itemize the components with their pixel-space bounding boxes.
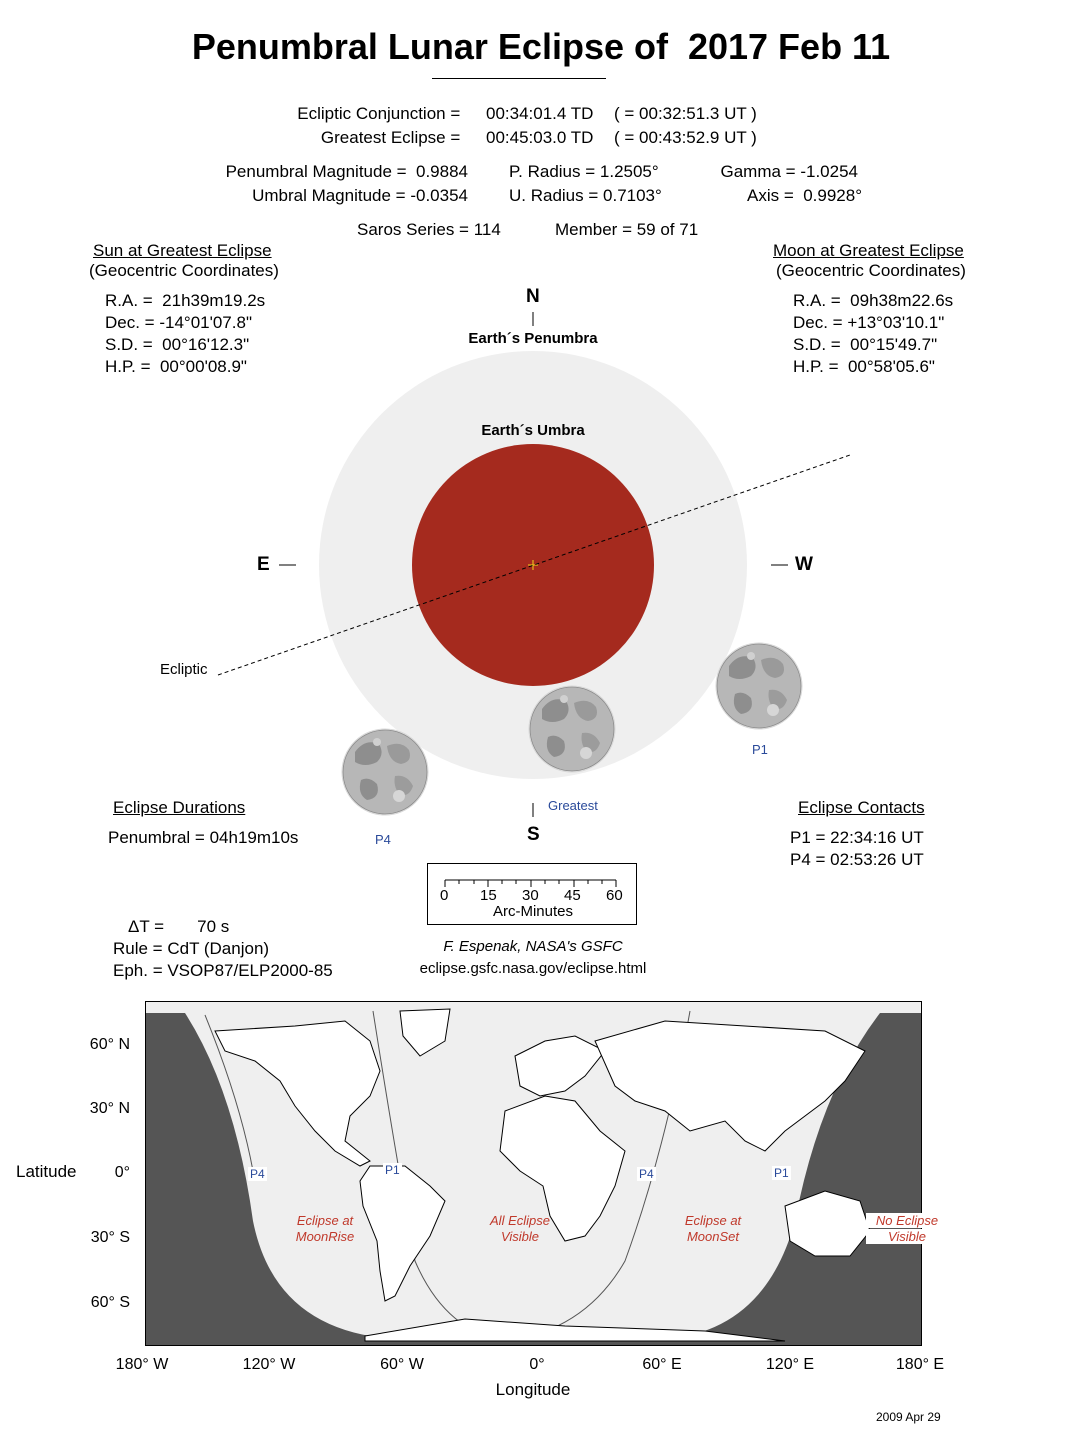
scale-box	[427, 863, 637, 925]
map-no-eclipse-line2: Visible	[866, 1229, 948, 1244]
moon-greatest	[529, 686, 615, 772]
penumbra-radius: P. Radius = 1.2505°	[509, 162, 659, 181]
map-all-visible-line1: All Eclipse	[490, 1213, 550, 1228]
sun-ra: R.A. = 21h39m19.2s	[105, 291, 266, 310]
map-moonset-line1: Eclipse at	[684, 1213, 742, 1228]
lon-tick-180w: 180° W	[115, 1356, 169, 1373]
scale-tick-45: 45	[564, 887, 581, 904]
credit-author: F. Espenak, NASA's GSFC	[443, 938, 623, 955]
delta-t: ΔT = 70 s	[128, 917, 230, 936]
lon-tick-120e: 120° E	[765, 1356, 815, 1373]
umbral-magnitude: Umbral Magnitude = -0.0354	[252, 186, 468, 205]
conjunction-td: 00:34:01.4 TD	[486, 104, 594, 123]
south-label: S	[527, 824, 540, 845]
lat-tick-60s: 60° S	[90, 1294, 130, 1311]
scale-tick-60: 60	[606, 887, 623, 904]
contact-p1: P1 = 22:34:16 UT	[790, 828, 924, 847]
moon-dec: Dec. = +13°03'10.1"	[793, 313, 945, 332]
conjunction-ut: ( = 00:32:51.3 UT )	[614, 104, 757, 123]
contact-p4: P4 = 02:53:26 UT	[790, 850, 924, 869]
moon-p1	[716, 643, 802, 729]
scale-tick-30: 30	[522, 887, 539, 904]
lat-tick-30s: 30° S	[90, 1229, 130, 1246]
penumbral-duration: Penumbral = 04h19m10s	[108, 828, 299, 847]
moon-ra: R.A. = 09h38m22.6s	[793, 291, 954, 310]
map-p1-right: P1	[774, 1166, 789, 1180]
ephemeris: Eph. = VSOP87/ELP2000-85	[113, 961, 333, 980]
p1-moon-label: P1	[752, 742, 768, 757]
penumbral-magnitude: Penumbral Magnitude = 0.9884	[225, 162, 468, 181]
lat-tick-0: 0°	[114, 1164, 130, 1181]
sun-sd: S.D. = 00°16'12.3"	[105, 335, 250, 354]
map-moonrise-line2: MoonRise	[295, 1229, 355, 1244]
credit-url: eclipse.gsfc.nasa.gov/eclipse.html	[419, 960, 647, 977]
p4-moon-label: P4	[375, 832, 391, 847]
sun-hp: H.P. = 00°00'08.9"	[105, 357, 247, 376]
moon-subheading: (Geocentric Coordinates)	[776, 261, 966, 280]
umbra-label: Earth´s Umbra	[481, 422, 585, 439]
scale-label: Arc-Minutes	[492, 903, 574, 920]
umbra-radius: U. Radius = 0.7103°	[509, 186, 662, 205]
durations-heading: Eclipse Durations	[113, 798, 246, 817]
moon-sd: S.D. = 00°15'49.7"	[793, 335, 938, 354]
map-moonset-line2: MoonSet	[686, 1229, 740, 1244]
lon-tick-120w: 120° W	[242, 1356, 296, 1373]
page-title: Penumbral Lunar Eclipse of 2017 Feb 11	[191, 26, 891, 67]
map-p4-right: P4	[639, 1167, 654, 1181]
moon-hp: H.P. = 00°58'05.6"	[793, 357, 935, 376]
lon-tick-180e: 180° E	[895, 1356, 945, 1373]
footer-date: 2009 Apr 29	[876, 1410, 941, 1424]
scale-tick-15: 15	[480, 887, 497, 904]
axis-value: Axis = 0.9928°	[746, 186, 862, 205]
lat-tick-60n: 60° N	[89, 1036, 130, 1053]
conjunction-label: Ecliptic Conjunction =	[297, 104, 465, 123]
saros-series: Saros Series = 114	[357, 220, 501, 239]
rule: Rule = CdT (Danjon)	[113, 939, 270, 958]
lon-tick-60w: 60° W	[380, 1356, 424, 1373]
scale-tick-0: 0	[440, 887, 449, 904]
greatest-moon-label: Greatest	[548, 798, 598, 813]
greatest-eclipse-label: Greatest Eclipse =	[320, 128, 465, 147]
map-p4-left: P4	[250, 1167, 265, 1181]
penumbra-label: Earth´s Penumbra	[468, 330, 598, 347]
map-no-eclipse-line1: No Eclipse	[866, 1213, 948, 1228]
longitude-title: Longitude	[495, 1380, 571, 1399]
greatest-eclipse-td: 00:45:03.0 TD	[486, 128, 594, 147]
greatest-eclipse-ut: ( = 00:43:52.9 UT )	[614, 128, 757, 147]
lon-tick-0: 0°	[529, 1356, 545, 1373]
north-label: N	[526, 286, 540, 307]
west-label: W	[795, 554, 813, 575]
gamma-value: Gamma = -1.0254	[720, 162, 858, 181]
saros-member: Member = 59 of 71	[555, 220, 699, 239]
map-all-visible-line2: Visible	[500, 1229, 540, 1244]
map-moonrise-line1: Eclipse at	[296, 1213, 354, 1228]
sun-dec: Dec. = -14°01'07.8"	[105, 313, 252, 332]
contacts-heading: Eclipse Contacts	[798, 798, 925, 817]
moon-p4	[342, 729, 428, 815]
moon-heading: Moon at Greatest Eclipse	[773, 241, 964, 260]
lat-tick-30n: 30° N	[89, 1100, 130, 1117]
latitude-title: Latitude	[16, 1162, 77, 1181]
east-label: E	[257, 554, 270, 575]
ecliptic-label: Ecliptic	[160, 661, 208, 678]
map-p1-left: P1	[385, 1163, 400, 1177]
lon-tick-60e: 60° E	[642, 1356, 682, 1373]
sun-heading: Sun at Greatest Eclipse	[93, 241, 272, 260]
sun-subheading: (Geocentric Coordinates)	[89, 261, 279, 280]
